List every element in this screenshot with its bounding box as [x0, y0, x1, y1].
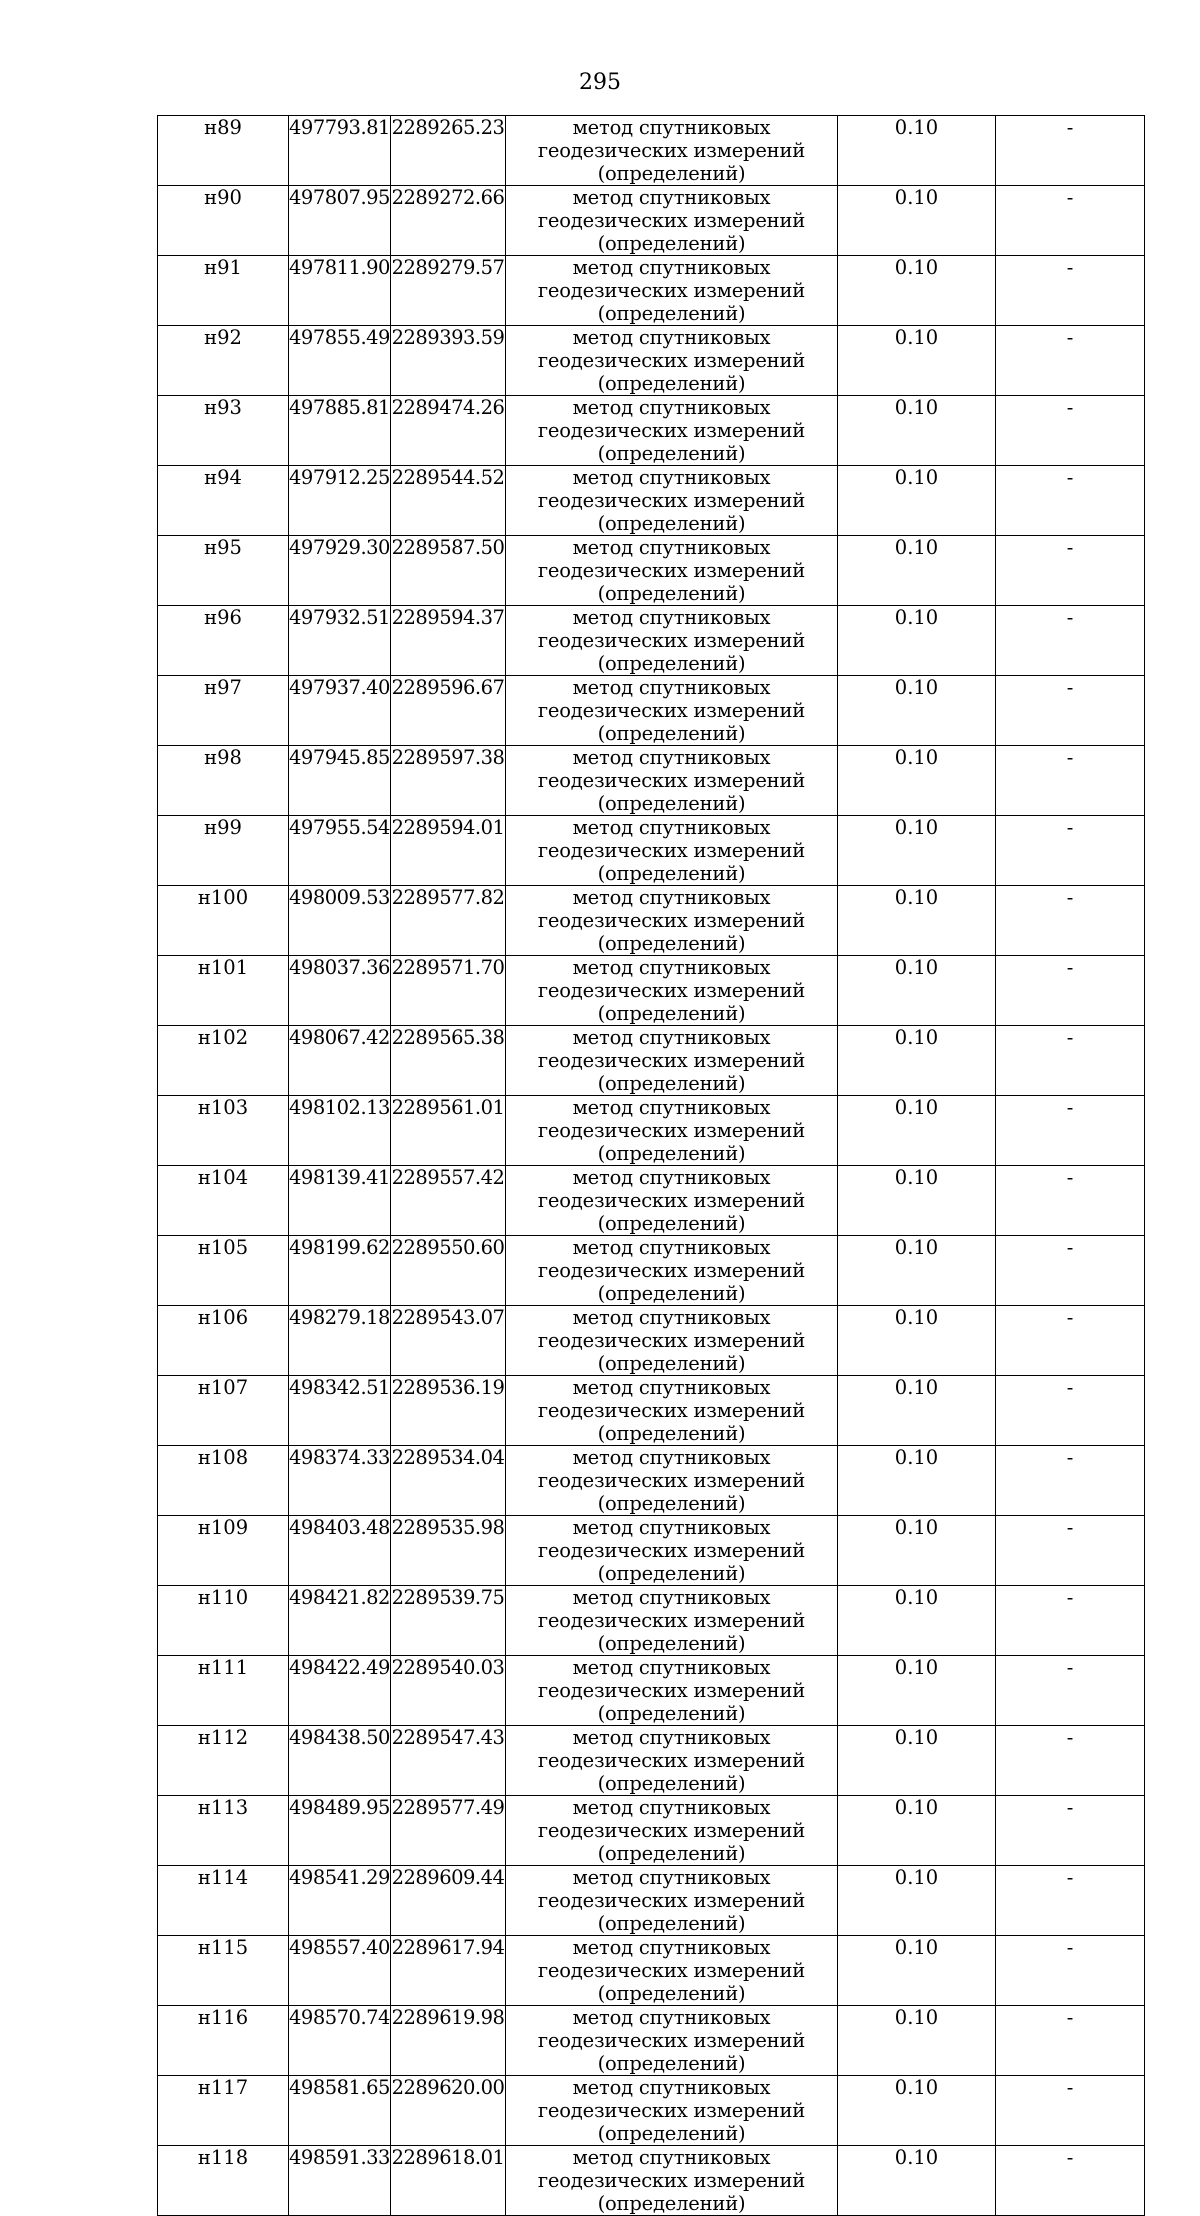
- y-coordinate-cell: 2289540.03: [391, 1656, 506, 1726]
- point-cell: н95: [158, 536, 289, 606]
- accuracy-cell: 0.10: [838, 466, 996, 536]
- accuracy-cell: 0.10: [838, 536, 996, 606]
- method-cell: метод спутниковых геодезических измерений (определений): [506, 1236, 838, 1306]
- table-row: [158, 466, 1145, 536]
- x-coordinate-cell: 498102.13: [289, 1096, 391, 1166]
- description-cell: -: [996, 886, 1145, 956]
- x-coordinate-cell: 498438.50: [289, 1726, 391, 1796]
- method-cell: метод спутниковых геодезических измерений (определений): [506, 1866, 838, 1936]
- accuracy-cell: 0.10: [838, 1866, 996, 1936]
- accuracy-cell: 0.10: [838, 1796, 996, 1866]
- table-row: [158, 1796, 1145, 1866]
- method-cell: метод спутниковых геодезических измерений (определений): [506, 1026, 838, 1096]
- table-row: [158, 1446, 1145, 1516]
- y-coordinate-cell: 2289594.01: [391, 816, 506, 886]
- point-cell: н96: [158, 606, 289, 676]
- accuracy-cell: 0.10: [838, 1166, 996, 1236]
- point-cell: н105: [158, 1236, 289, 1306]
- x-coordinate-cell: 498489.95: [289, 1796, 391, 1866]
- table-row: [158, 1656, 1145, 1726]
- method-cell: метод спутниковых геодезических измерений (определений): [506, 956, 838, 1026]
- y-coordinate-cell: 2289474.26: [391, 396, 506, 466]
- point-cell: н109: [158, 1516, 289, 1586]
- description-cell: -: [996, 1446, 1145, 1516]
- description-cell: -: [996, 1236, 1145, 1306]
- table-row: [158, 886, 1145, 956]
- method-cell: метод спутниковых геодезических измерений (определений): [506, 466, 838, 536]
- point-cell: н93: [158, 396, 289, 466]
- y-coordinate-cell: 2289577.49: [391, 1796, 506, 1866]
- y-coordinate-cell: 2289587.50: [391, 536, 506, 606]
- description-cell: -: [996, 2076, 1145, 2146]
- description-cell: -: [996, 816, 1145, 886]
- method-cell: метод спутниковых геодезических измерений (определений): [506, 1656, 838, 1726]
- y-coordinate-cell: 2289539.75: [391, 1586, 506, 1656]
- table-row: [158, 2006, 1145, 2076]
- method-cell: метод спутниковых геодезических измерений (определений): [506, 2076, 838, 2146]
- table-row: [158, 956, 1145, 1026]
- method-cell: метод спутниковых геодезических измерений (определений): [506, 1376, 838, 1446]
- description-cell: -: [996, 676, 1145, 746]
- accuracy-cell: 0.10: [838, 1656, 996, 1726]
- method-cell: метод спутниковых геодезических измерений (определений): [506, 746, 838, 816]
- accuracy-cell: 0.10: [838, 1446, 996, 1516]
- point-cell: н100: [158, 886, 289, 956]
- x-coordinate-cell: 498541.29: [289, 1866, 391, 1936]
- x-coordinate-cell: 498403.48: [289, 1516, 391, 1586]
- point-cell: н118: [158, 2146, 289, 2216]
- x-coordinate-cell: 498557.40: [289, 1936, 391, 2006]
- x-coordinate-cell: 497929.30: [289, 536, 391, 606]
- description-cell: -: [996, 466, 1145, 536]
- accuracy-cell: 0.10: [838, 676, 996, 746]
- x-coordinate-cell: 498037.36: [289, 956, 391, 1026]
- point-cell: н114: [158, 1866, 289, 1936]
- point-cell: н108: [158, 1446, 289, 1516]
- point-cell: н104: [158, 1166, 289, 1236]
- accuracy-cell: 0.10: [838, 1026, 996, 1096]
- description-cell: -: [996, 536, 1145, 606]
- table-row: [158, 1166, 1145, 1236]
- point-cell: н116: [158, 2006, 289, 2076]
- x-coordinate-cell: 498374.33: [289, 1446, 391, 1516]
- description-cell: -: [996, 2006, 1145, 2076]
- method-cell: метод спутниковых геодезических измерений (определений): [506, 1096, 838, 1166]
- y-coordinate-cell: 2289557.42: [391, 1166, 506, 1236]
- method-cell: метод спутниковых геодезических измерений (определений): [506, 2146, 838, 2216]
- description-cell: -: [996, 2146, 1145, 2216]
- accuracy-cell: 0.10: [838, 1516, 996, 1586]
- x-coordinate-cell: 498421.82: [289, 1586, 391, 1656]
- point-cell: н107: [158, 1376, 289, 1446]
- accuracy-cell: 0.10: [838, 1236, 996, 1306]
- accuracy-cell: 0.10: [838, 2076, 996, 2146]
- y-coordinate-cell: 2289279.57: [391, 256, 506, 326]
- method-cell: метод спутниковых геодезических измерений (определений): [506, 1586, 838, 1656]
- table-row: [158, 1096, 1145, 1166]
- table-row: [158, 2076, 1145, 2146]
- x-coordinate-cell: 498279.18: [289, 1306, 391, 1376]
- table-row: [158, 746, 1145, 816]
- point-cell: н115: [158, 1936, 289, 2006]
- y-coordinate-cell: 2289594.37: [391, 606, 506, 676]
- accuracy-cell: 0.10: [838, 326, 996, 396]
- point-cell: н112: [158, 1726, 289, 1796]
- x-coordinate-cell: 497932.51: [289, 606, 391, 676]
- method-cell: метод спутниковых геодезических измерений (определений): [506, 1306, 838, 1376]
- point-cell: н110: [158, 1586, 289, 1656]
- y-coordinate-cell: 2289536.19: [391, 1376, 506, 1446]
- table-row: [158, 2146, 1145, 2216]
- accuracy-cell: 0.10: [838, 1306, 996, 1376]
- method-cell: метод спутниковых геодезических измерений (определений): [506, 186, 838, 256]
- point-cell: н94: [158, 466, 289, 536]
- y-coordinate-cell: 2289534.04: [391, 1446, 506, 1516]
- description-cell: -: [996, 1796, 1145, 1866]
- table-row: [158, 676, 1145, 746]
- accuracy-cell: 0.10: [838, 186, 996, 256]
- accuracy-cell: 0.10: [838, 886, 996, 956]
- method-cell: метод спутниковых геодезических измерений (определений): [506, 676, 838, 746]
- x-coordinate-cell: 498199.62: [289, 1236, 391, 1306]
- description-cell: -: [996, 1096, 1145, 1166]
- description-cell: -: [996, 1306, 1145, 1376]
- y-coordinate-cell: 2289393.59: [391, 326, 506, 396]
- point-cell: н90: [158, 186, 289, 256]
- x-coordinate-cell: 498139.41: [289, 1166, 391, 1236]
- accuracy-cell: 0.10: [838, 956, 996, 1026]
- method-cell: метод спутниковых геодезических измерений (определений): [506, 256, 838, 326]
- point-cell: н117: [158, 2076, 289, 2146]
- x-coordinate-cell: 497793.81: [289, 116, 391, 186]
- table-row: [158, 1586, 1145, 1656]
- accuracy-cell: 0.10: [838, 1936, 996, 2006]
- point-cell: н111: [158, 1656, 289, 1726]
- accuracy-cell: 0.10: [838, 2146, 996, 2216]
- y-coordinate-cell: 2289543.07: [391, 1306, 506, 1376]
- method-cell: метод спутниковых геодезических измерений (определений): [506, 1726, 838, 1796]
- x-coordinate-cell: 498570.74: [289, 2006, 391, 2076]
- y-coordinate-cell: 2289597.38: [391, 746, 506, 816]
- x-coordinate-cell: 498581.65: [289, 2076, 391, 2146]
- point-cell: н113: [158, 1796, 289, 1866]
- table-row: [158, 1936, 1145, 2006]
- table-body: [158, 116, 1145, 2216]
- accuracy-cell: 0.10: [838, 606, 996, 676]
- method-cell: метод спутниковых геодезических измерений (определений): [506, 326, 838, 396]
- description-cell: -: [996, 1026, 1145, 1096]
- description-cell: -: [996, 186, 1145, 256]
- accuracy-cell: 0.10: [838, 1726, 996, 1796]
- description-cell: -: [996, 1656, 1145, 1726]
- point-cell: н101: [158, 956, 289, 1026]
- table-row: [158, 1026, 1145, 1096]
- description-cell: -: [996, 1726, 1145, 1796]
- method-cell: метод спутниковых геодезических измерений (определений): [506, 606, 838, 676]
- method-cell: метод спутниковых геодезических измерений (определений): [506, 816, 838, 886]
- description-cell: -: [996, 746, 1145, 816]
- table-row: [158, 396, 1145, 466]
- y-coordinate-cell: 2289618.01: [391, 2146, 506, 2216]
- description-cell: -: [996, 1586, 1145, 1656]
- x-coordinate-cell: 497855.49: [289, 326, 391, 396]
- x-coordinate-cell: 497937.40: [289, 676, 391, 746]
- table-row: [158, 816, 1145, 886]
- y-coordinate-cell: 2289617.94: [391, 1936, 506, 2006]
- point-cell: н106: [158, 1306, 289, 1376]
- accuracy-cell: 0.10: [838, 116, 996, 186]
- table-row: [158, 536, 1145, 606]
- description-cell: -: [996, 1936, 1145, 2006]
- point-cell: н99: [158, 816, 289, 886]
- description-cell: -: [996, 1516, 1145, 1586]
- x-coordinate-cell: 498342.51: [289, 1376, 391, 1446]
- method-cell: метод спутниковых геодезических измерений (определений): [506, 2006, 838, 2076]
- point-cell: н102: [158, 1026, 289, 1096]
- y-coordinate-cell: 2289561.01: [391, 1096, 506, 1166]
- method-cell: метод спутниковых геодезических измерений (определений): [506, 1446, 838, 1516]
- y-coordinate-cell: 2289272.66: [391, 186, 506, 256]
- x-coordinate-cell: 497955.54: [289, 816, 391, 886]
- table-row: [158, 1236, 1145, 1306]
- point-cell: н103: [158, 1096, 289, 1166]
- description-cell: -: [996, 1166, 1145, 1236]
- description-cell: -: [996, 606, 1145, 676]
- table-row: [158, 116, 1145, 186]
- y-coordinate-cell: 2289609.44: [391, 1866, 506, 1936]
- description-cell: -: [996, 326, 1145, 396]
- x-coordinate-cell: 497811.90: [289, 256, 391, 326]
- point-cell: н98: [158, 746, 289, 816]
- table-row: [158, 1516, 1145, 1586]
- y-coordinate-cell: 2289620.00: [391, 2076, 506, 2146]
- page-number: 295: [579, 70, 621, 95]
- y-coordinate-cell: 2289547.43: [391, 1726, 506, 1796]
- description-cell: -: [996, 1866, 1145, 1936]
- method-cell: метод спутниковых геодезических измерений (определений): [506, 116, 838, 186]
- accuracy-cell: 0.10: [838, 256, 996, 326]
- accuracy-cell: 0.10: [838, 1586, 996, 1656]
- accuracy-cell: 0.10: [838, 2006, 996, 2076]
- x-coordinate-cell: 497912.25: [289, 466, 391, 536]
- point-cell: н97: [158, 676, 289, 746]
- y-coordinate-cell: 2289550.60: [391, 1236, 506, 1306]
- y-coordinate-cell: 2289544.52: [391, 466, 506, 536]
- description-cell: -: [996, 116, 1145, 186]
- method-cell: метод спутниковых геодезических измерений (определений): [506, 396, 838, 466]
- accuracy-cell: 0.10: [838, 1096, 996, 1166]
- y-coordinate-cell: 2289565.38: [391, 1026, 506, 1096]
- accuracy-cell: 0.10: [838, 816, 996, 886]
- y-coordinate-cell: 2289577.82: [391, 886, 506, 956]
- table-row: [158, 1306, 1145, 1376]
- description-cell: -: [996, 396, 1145, 466]
- x-coordinate-cell: 497945.85: [289, 746, 391, 816]
- table-row: [158, 1726, 1145, 1796]
- accuracy-cell: 0.10: [838, 396, 996, 466]
- x-coordinate-cell: 497885.81: [289, 396, 391, 466]
- table-row: [158, 1376, 1145, 1446]
- x-coordinate-cell: 498067.42: [289, 1026, 391, 1096]
- description-cell: -: [996, 956, 1145, 1026]
- x-coordinate-cell: 498591.33: [289, 2146, 391, 2216]
- method-cell: метод спутниковых геодезических измерений (определений): [506, 1166, 838, 1236]
- method-cell: метод спутниковых геодезических измерений (определений): [506, 1796, 838, 1866]
- table-row: [158, 186, 1145, 256]
- accuracy-cell: 0.10: [838, 746, 996, 816]
- method-cell: метод спутниковых геодезических измерений (определений): [506, 1936, 838, 2006]
- x-coordinate-cell: 498422.49: [289, 1656, 391, 1726]
- method-cell: метод спутниковых геодезических измерений (определений): [506, 886, 838, 956]
- y-coordinate-cell: 2289265.23: [391, 116, 506, 186]
- table-row: [158, 1866, 1145, 1936]
- y-coordinate-cell: 2289535.98: [391, 1516, 506, 1586]
- table-row: [158, 326, 1145, 396]
- coordinates-table: [157, 115, 1145, 2216]
- description-cell: -: [996, 1376, 1145, 1446]
- table-row: [158, 256, 1145, 326]
- method-cell: метод спутниковых геодезических измерений (определений): [506, 1516, 838, 1586]
- description-cell: -: [996, 256, 1145, 326]
- x-coordinate-cell: 498009.53: [289, 886, 391, 956]
- y-coordinate-cell: 2289619.98: [391, 2006, 506, 2076]
- y-coordinate-cell: 2289571.70: [391, 956, 506, 1026]
- x-coordinate-cell: 497807.95: [289, 186, 391, 256]
- table-row: [158, 606, 1145, 676]
- y-coordinate-cell: 2289596.67: [391, 676, 506, 746]
- point-cell: н92: [158, 326, 289, 396]
- method-cell: метод спутниковых геодезических измерений (определений): [506, 536, 838, 606]
- point-cell: н91: [158, 256, 289, 326]
- point-cell: н89: [158, 116, 289, 186]
- accuracy-cell: 0.10: [838, 1376, 996, 1446]
